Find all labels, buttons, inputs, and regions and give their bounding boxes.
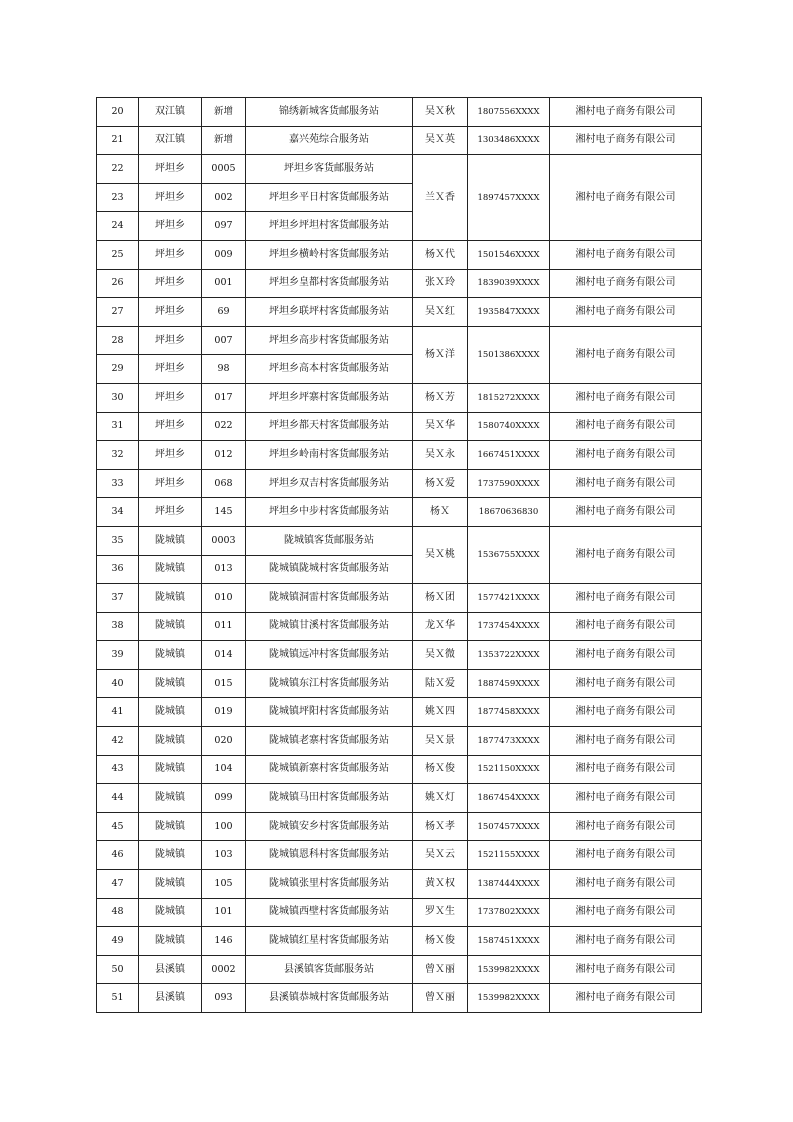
row-number-cell: 47 bbox=[97, 870, 139, 899]
station-code-cell: 093 bbox=[202, 984, 246, 1013]
township-cell: 坪坦乡 bbox=[139, 298, 202, 327]
contact-person-cell: 吴Ｘ英 bbox=[413, 126, 468, 155]
contact-person-cell: 杨Ｘ芳 bbox=[413, 383, 468, 412]
row-number-cell: 34 bbox=[97, 498, 139, 527]
row-number-cell: 35 bbox=[97, 526, 139, 555]
company-cell: 湘村电子商务有限公司 bbox=[550, 870, 702, 899]
phone-number-cell: 1539982XXXX bbox=[468, 955, 550, 984]
phone-number-cell: 1737590XXXX bbox=[468, 469, 550, 498]
company-cell: 湘村电子商务有限公司 bbox=[550, 727, 702, 756]
phone-number-cell: 1587451XXXX bbox=[468, 927, 550, 956]
row-number-cell: 23 bbox=[97, 183, 139, 212]
company-cell: 湘村电子商务有限公司 bbox=[550, 412, 702, 441]
row-number-cell: 22 bbox=[97, 155, 139, 184]
phone-number-cell: 1815272XXXX bbox=[468, 383, 550, 412]
station-name-cell: 锦绣新城客货邮服务站 bbox=[246, 98, 413, 127]
row-number-cell: 20 bbox=[97, 98, 139, 127]
township-cell: 坪坦乡 bbox=[139, 383, 202, 412]
township-cell: 陇城镇 bbox=[139, 526, 202, 555]
company-cell: 湘村电子商务有限公司 bbox=[550, 812, 702, 841]
row-number-cell: 30 bbox=[97, 383, 139, 412]
township-cell: 坪坦乡 bbox=[139, 355, 202, 384]
contact-person-cell: 吴Ｘ红 bbox=[413, 298, 468, 327]
table-row bbox=[97, 812, 702, 841]
township-cell: 坪坦乡 bbox=[139, 212, 202, 241]
phone-number-cell: 1539982XXXX bbox=[468, 984, 550, 1013]
station-name-cell: 坪坦乡中步村客货邮服务站 bbox=[246, 498, 413, 527]
contact-person-cell: 罗Ｘ生 bbox=[413, 898, 468, 927]
table-row bbox=[97, 955, 702, 984]
contact-person-cell: 吴Ｘ永 bbox=[413, 441, 468, 470]
contact-person-cell: 曾Ｘ丽 bbox=[413, 984, 468, 1013]
township-cell: 双江镇 bbox=[139, 126, 202, 155]
table-body bbox=[97, 98, 702, 1013]
company-cell: 湘村电子商务有限公司 bbox=[550, 584, 702, 613]
contact-person-cell: 杨Ｘ洋 bbox=[413, 326, 468, 383]
station-name-cell: 陇城镇张里村客货邮服务站 bbox=[246, 870, 413, 899]
row-number-cell: 46 bbox=[97, 841, 139, 870]
company-cell: 湘村电子商务有限公司 bbox=[550, 441, 702, 470]
company-cell: 湘村电子商务有限公司 bbox=[550, 927, 702, 956]
phone-number-cell: 1935847XXXX bbox=[468, 298, 550, 327]
company-cell: 湘村电子商务有限公司 bbox=[550, 240, 702, 269]
station-name-cell: 坪坦乡横岭村客货邮服务站 bbox=[246, 240, 413, 269]
station-name-cell: 县溪镇恭城村客货邮服务站 bbox=[246, 984, 413, 1013]
township-cell: 坪坦乡 bbox=[139, 441, 202, 470]
station-code-cell: 新增 bbox=[202, 98, 246, 127]
row-number-cell: 33 bbox=[97, 469, 139, 498]
table-row bbox=[97, 927, 702, 956]
table-row bbox=[97, 469, 702, 498]
phone-number-cell: 1667451XXXX bbox=[468, 441, 550, 470]
station-name-cell: 坪坦乡都天村客货邮服务站 bbox=[246, 412, 413, 441]
station-code-cell: 103 bbox=[202, 841, 246, 870]
phone-number-cell: 1303486XXXX bbox=[468, 126, 550, 155]
contact-person-cell: 吴Ｘ云 bbox=[413, 841, 468, 870]
row-number-cell: 40 bbox=[97, 669, 139, 698]
contact-person-cell: 吴Ｘ秋 bbox=[413, 98, 468, 127]
row-number-cell: 45 bbox=[97, 812, 139, 841]
station-code-cell: 0005 bbox=[202, 155, 246, 184]
phone-number-cell: 1897457XXXX bbox=[468, 155, 550, 241]
phone-number-cell: 18670636830 bbox=[468, 498, 550, 527]
company-cell: 湘村电子商务有限公司 bbox=[550, 298, 702, 327]
row-number-cell: 36 bbox=[97, 555, 139, 584]
table-row bbox=[97, 612, 702, 641]
table-row bbox=[97, 669, 702, 698]
company-cell: 湘村电子商务有限公司 bbox=[550, 326, 702, 383]
station-code-cell: 104 bbox=[202, 755, 246, 784]
station-code-cell: 002 bbox=[202, 183, 246, 212]
company-cell: 湘村电子商务有限公司 bbox=[550, 641, 702, 670]
station-code-cell: 0003 bbox=[202, 526, 246, 555]
station-name-cell: 坪坦乡双吉村客货邮服务站 bbox=[246, 469, 413, 498]
contact-person-cell: 张Ｘ玲 bbox=[413, 269, 468, 298]
table-row bbox=[97, 383, 702, 412]
station-name-cell: 坪坦乡平日村客货邮服务站 bbox=[246, 183, 413, 212]
township-cell: 陇城镇 bbox=[139, 898, 202, 927]
company-cell: 湘村电子商务有限公司 bbox=[550, 669, 702, 698]
township-cell: 县溪镇 bbox=[139, 955, 202, 984]
station-name-cell: 坪坦乡客货邮服务站 bbox=[246, 155, 413, 184]
row-number-cell: 25 bbox=[97, 240, 139, 269]
township-cell: 陇城镇 bbox=[139, 812, 202, 841]
township-cell: 陇城镇 bbox=[139, 784, 202, 813]
station-name-cell: 陇城镇东江村客货邮服务站 bbox=[246, 669, 413, 698]
township-cell: 坪坦乡 bbox=[139, 412, 202, 441]
station-name-cell: 坪坦乡联坪村客货邮服务站 bbox=[246, 298, 413, 327]
phone-number-cell: 1737802XXXX bbox=[468, 898, 550, 927]
station-code-cell: 015 bbox=[202, 669, 246, 698]
row-number-cell: 51 bbox=[97, 984, 139, 1013]
row-number-cell: 31 bbox=[97, 412, 139, 441]
company-cell: 湘村电子商务有限公司 bbox=[550, 898, 702, 927]
table-row bbox=[97, 441, 702, 470]
row-number-cell: 28 bbox=[97, 326, 139, 355]
station-code-cell: 068 bbox=[202, 469, 246, 498]
contact-person-cell: 吴Ｘ景 bbox=[413, 727, 468, 756]
phone-number-cell: 1501546XXXX bbox=[468, 240, 550, 269]
station-name-cell: 陇城镇马田村客货邮服务站 bbox=[246, 784, 413, 813]
row-number-cell: 39 bbox=[97, 641, 139, 670]
table-row bbox=[97, 784, 702, 813]
station-name-cell: 坪坦乡坪寨村客货邮服务站 bbox=[246, 383, 413, 412]
service-station-table bbox=[96, 97, 702, 1013]
township-cell: 陇城镇 bbox=[139, 641, 202, 670]
station-name-cell: 陇城镇远冲村客货邮服务站 bbox=[246, 641, 413, 670]
station-code-cell: 097 bbox=[202, 212, 246, 241]
phone-number-cell: 1507457XXXX bbox=[468, 812, 550, 841]
station-code-cell: 0002 bbox=[202, 955, 246, 984]
phone-number-cell: 1580740XXXX bbox=[468, 412, 550, 441]
contact-person-cell: 姚Ｘ灯 bbox=[413, 784, 468, 813]
contact-person-cell: 龙Ｘ华 bbox=[413, 612, 468, 641]
company-cell: 湘村电子商务有限公司 bbox=[550, 955, 702, 984]
row-number-cell: 48 bbox=[97, 898, 139, 927]
table-row bbox=[97, 298, 702, 327]
company-cell: 湘村电子商务有限公司 bbox=[550, 984, 702, 1013]
company-cell: 湘村电子商务有限公司 bbox=[550, 155, 702, 241]
township-cell: 陇城镇 bbox=[139, 727, 202, 756]
contact-person-cell: 杨Ｘ团 bbox=[413, 584, 468, 613]
station-name-cell: 陇城镇陇城村客货邮服务站 bbox=[246, 555, 413, 584]
contact-person-cell: 杨Ｘ爱 bbox=[413, 469, 468, 498]
station-code-cell: 009 bbox=[202, 240, 246, 269]
row-number-cell: 50 bbox=[97, 955, 139, 984]
contact-person-cell: 吴Ｘ华 bbox=[413, 412, 468, 441]
township-cell: 陇城镇 bbox=[139, 841, 202, 870]
township-cell: 坪坦乡 bbox=[139, 326, 202, 355]
station-code-cell: 099 bbox=[202, 784, 246, 813]
station-name-cell: 陇城镇西壁村客货邮服务站 bbox=[246, 898, 413, 927]
township-cell: 陇城镇 bbox=[139, 612, 202, 641]
station-code-cell: 014 bbox=[202, 641, 246, 670]
station-name-cell: 坪坦乡坪坦村客货邮服务站 bbox=[246, 212, 413, 241]
phone-number-cell: 1521155XXXX bbox=[468, 841, 550, 870]
table-row bbox=[97, 98, 702, 127]
row-number-cell: 29 bbox=[97, 355, 139, 384]
row-number-cell: 44 bbox=[97, 784, 139, 813]
station-name-cell: 陇城镇安乡村客货邮服务站 bbox=[246, 812, 413, 841]
company-cell: 湘村电子商务有限公司 bbox=[550, 98, 702, 127]
station-code-cell: 001 bbox=[202, 269, 246, 298]
company-cell: 湘村电子商务有限公司 bbox=[550, 526, 702, 583]
table-row bbox=[97, 584, 702, 613]
station-code-cell: 012 bbox=[202, 441, 246, 470]
company-cell: 湘村电子商务有限公司 bbox=[550, 126, 702, 155]
phone-number-cell: 1353722XXXX bbox=[468, 641, 550, 670]
township-cell: 县溪镇 bbox=[139, 984, 202, 1013]
table-row bbox=[97, 755, 702, 784]
station-code-cell: 020 bbox=[202, 727, 246, 756]
table-row bbox=[97, 698, 702, 727]
station-code-cell: 010 bbox=[202, 584, 246, 613]
phone-number-cell: 1877458XXXX bbox=[468, 698, 550, 727]
company-cell: 湘村电子商务有限公司 bbox=[550, 469, 702, 498]
township-cell: 坪坦乡 bbox=[139, 240, 202, 269]
table-row bbox=[97, 498, 702, 527]
station-name-cell: 坪坦乡岭南村客货邮服务站 bbox=[246, 441, 413, 470]
table-row bbox=[97, 240, 702, 269]
row-number-cell: 41 bbox=[97, 698, 139, 727]
station-code-cell: 105 bbox=[202, 870, 246, 899]
phone-number-cell: 1521150XXXX bbox=[468, 755, 550, 784]
table-row bbox=[97, 126, 702, 155]
company-cell: 湘村电子商务有限公司 bbox=[550, 841, 702, 870]
station-code-cell: 013 bbox=[202, 555, 246, 584]
contact-person-cell: 杨Ｘ孝 bbox=[413, 812, 468, 841]
table-row bbox=[97, 326, 702, 355]
township-cell: 陇城镇 bbox=[139, 555, 202, 584]
station-name-cell: 陇城镇甘溪村客货邮服务站 bbox=[246, 612, 413, 641]
township-cell: 坪坦乡 bbox=[139, 155, 202, 184]
station-code-cell: 017 bbox=[202, 383, 246, 412]
contact-person-cell: 杨Ｘ代 bbox=[413, 240, 468, 269]
station-name-cell: 坪坦乡皇都村客货邮服务站 bbox=[246, 269, 413, 298]
table-row bbox=[97, 526, 702, 555]
station-code-cell: 019 bbox=[202, 698, 246, 727]
station-code-cell: 新增 bbox=[202, 126, 246, 155]
station-code-cell: 101 bbox=[202, 898, 246, 927]
table-row bbox=[97, 870, 702, 899]
station-name-cell: 坪坦乡高步村客货邮服务站 bbox=[246, 326, 413, 355]
phone-number-cell: 1737454XXXX bbox=[468, 612, 550, 641]
table-row bbox=[97, 155, 702, 184]
phone-number-cell: 1501386XXXX bbox=[468, 326, 550, 383]
station-code-cell: 011 bbox=[202, 612, 246, 641]
township-cell: 陇城镇 bbox=[139, 870, 202, 899]
contact-person-cell: 吴Ｘ桃 bbox=[413, 526, 468, 583]
contact-person-cell: 杨Ｘ bbox=[413, 498, 468, 527]
station-code-cell: 98 bbox=[202, 355, 246, 384]
township-cell: 坪坦乡 bbox=[139, 269, 202, 298]
contact-person-cell: 曾Ｘ丽 bbox=[413, 955, 468, 984]
company-cell: 湘村电子商务有限公司 bbox=[550, 784, 702, 813]
table-row bbox=[97, 898, 702, 927]
station-name-cell: 嘉兴苑综合服务站 bbox=[246, 126, 413, 155]
contact-person-cell: 吴Ｘ微 bbox=[413, 641, 468, 670]
phone-number-cell: 1387444XXXX bbox=[468, 870, 550, 899]
phone-number-cell: 1807556XXXX bbox=[468, 98, 550, 127]
table-row bbox=[97, 269, 702, 298]
township-cell: 陇城镇 bbox=[139, 927, 202, 956]
station-name-cell: 陇城镇老寨村客货邮服务站 bbox=[246, 727, 413, 756]
township-cell: 陇城镇 bbox=[139, 584, 202, 613]
station-name-cell: 陇城镇坪阳村客货邮服务站 bbox=[246, 698, 413, 727]
township-cell: 坪坦乡 bbox=[139, 183, 202, 212]
station-name-cell: 陇城镇客货邮服务站 bbox=[246, 526, 413, 555]
station-name-cell: 陇城镇恩科村客货邮服务站 bbox=[246, 841, 413, 870]
township-cell: 双江镇 bbox=[139, 98, 202, 127]
contact-person-cell: 兰Ｘ香 bbox=[413, 155, 468, 241]
table-row bbox=[97, 412, 702, 441]
row-number-cell: 42 bbox=[97, 727, 139, 756]
company-cell: 湘村电子商务有限公司 bbox=[550, 698, 702, 727]
station-name-cell: 陇城镇新寨村客货邮服务站 bbox=[246, 755, 413, 784]
table-row bbox=[97, 841, 702, 870]
township-cell: 坪坦乡 bbox=[139, 469, 202, 498]
table-row bbox=[97, 641, 702, 670]
phone-number-cell: 1839039XXXX bbox=[468, 269, 550, 298]
row-number-cell: 32 bbox=[97, 441, 139, 470]
station-code-cell: 69 bbox=[202, 298, 246, 327]
township-cell: 陇城镇 bbox=[139, 755, 202, 784]
company-cell: 湘村电子商务有限公司 bbox=[550, 612, 702, 641]
township-cell: 陇城镇 bbox=[139, 669, 202, 698]
phone-number-cell: 1867454XXXX bbox=[468, 784, 550, 813]
phone-number-cell: 1877473XXXX bbox=[468, 727, 550, 756]
station-name-cell: 坪坦乡高本村客货邮服务站 bbox=[246, 355, 413, 384]
station-name-cell: 陇城镇红星村客货邮服务站 bbox=[246, 927, 413, 956]
station-code-cell: 146 bbox=[202, 927, 246, 956]
row-number-cell: 37 bbox=[97, 584, 139, 613]
row-number-cell: 43 bbox=[97, 755, 139, 784]
station-code-cell: 100 bbox=[202, 812, 246, 841]
document-page bbox=[96, 97, 702, 1013]
row-number-cell: 24 bbox=[97, 212, 139, 241]
township-cell: 陇城镇 bbox=[139, 698, 202, 727]
station-code-cell: 145 bbox=[202, 498, 246, 527]
contact-person-cell: 姚Ｘ四 bbox=[413, 698, 468, 727]
station-name-cell: 县溪镇客货邮服务站 bbox=[246, 955, 413, 984]
station-name-cell: 陇城镇洞雷村客货邮服务站 bbox=[246, 584, 413, 613]
company-cell: 湘村电子商务有限公司 bbox=[550, 269, 702, 298]
row-number-cell: 26 bbox=[97, 269, 139, 298]
contact-person-cell: 黄Ｘ权 bbox=[413, 870, 468, 899]
table-row bbox=[97, 984, 702, 1013]
company-cell: 湘村电子商务有限公司 bbox=[550, 755, 702, 784]
company-cell: 湘村电子商务有限公司 bbox=[550, 498, 702, 527]
phone-number-cell: 1887459XXXX bbox=[468, 669, 550, 698]
station-code-cell: 007 bbox=[202, 326, 246, 355]
township-cell: 坪坦乡 bbox=[139, 498, 202, 527]
station-code-cell: 022 bbox=[202, 412, 246, 441]
contact-person-cell: 杨Ｘ俊 bbox=[413, 927, 468, 956]
phone-number-cell: 1577421XXXX bbox=[468, 584, 550, 613]
contact-person-cell: 杨Ｘ俊 bbox=[413, 755, 468, 784]
phone-number-cell: 1536755XXXX bbox=[468, 526, 550, 583]
row-number-cell: 21 bbox=[97, 126, 139, 155]
contact-person-cell: 陆Ｘ爱 bbox=[413, 669, 468, 698]
row-number-cell: 49 bbox=[97, 927, 139, 956]
company-cell: 湘村电子商务有限公司 bbox=[550, 383, 702, 412]
row-number-cell: 27 bbox=[97, 298, 139, 327]
table-row bbox=[97, 727, 702, 756]
row-number-cell: 38 bbox=[97, 612, 139, 641]
